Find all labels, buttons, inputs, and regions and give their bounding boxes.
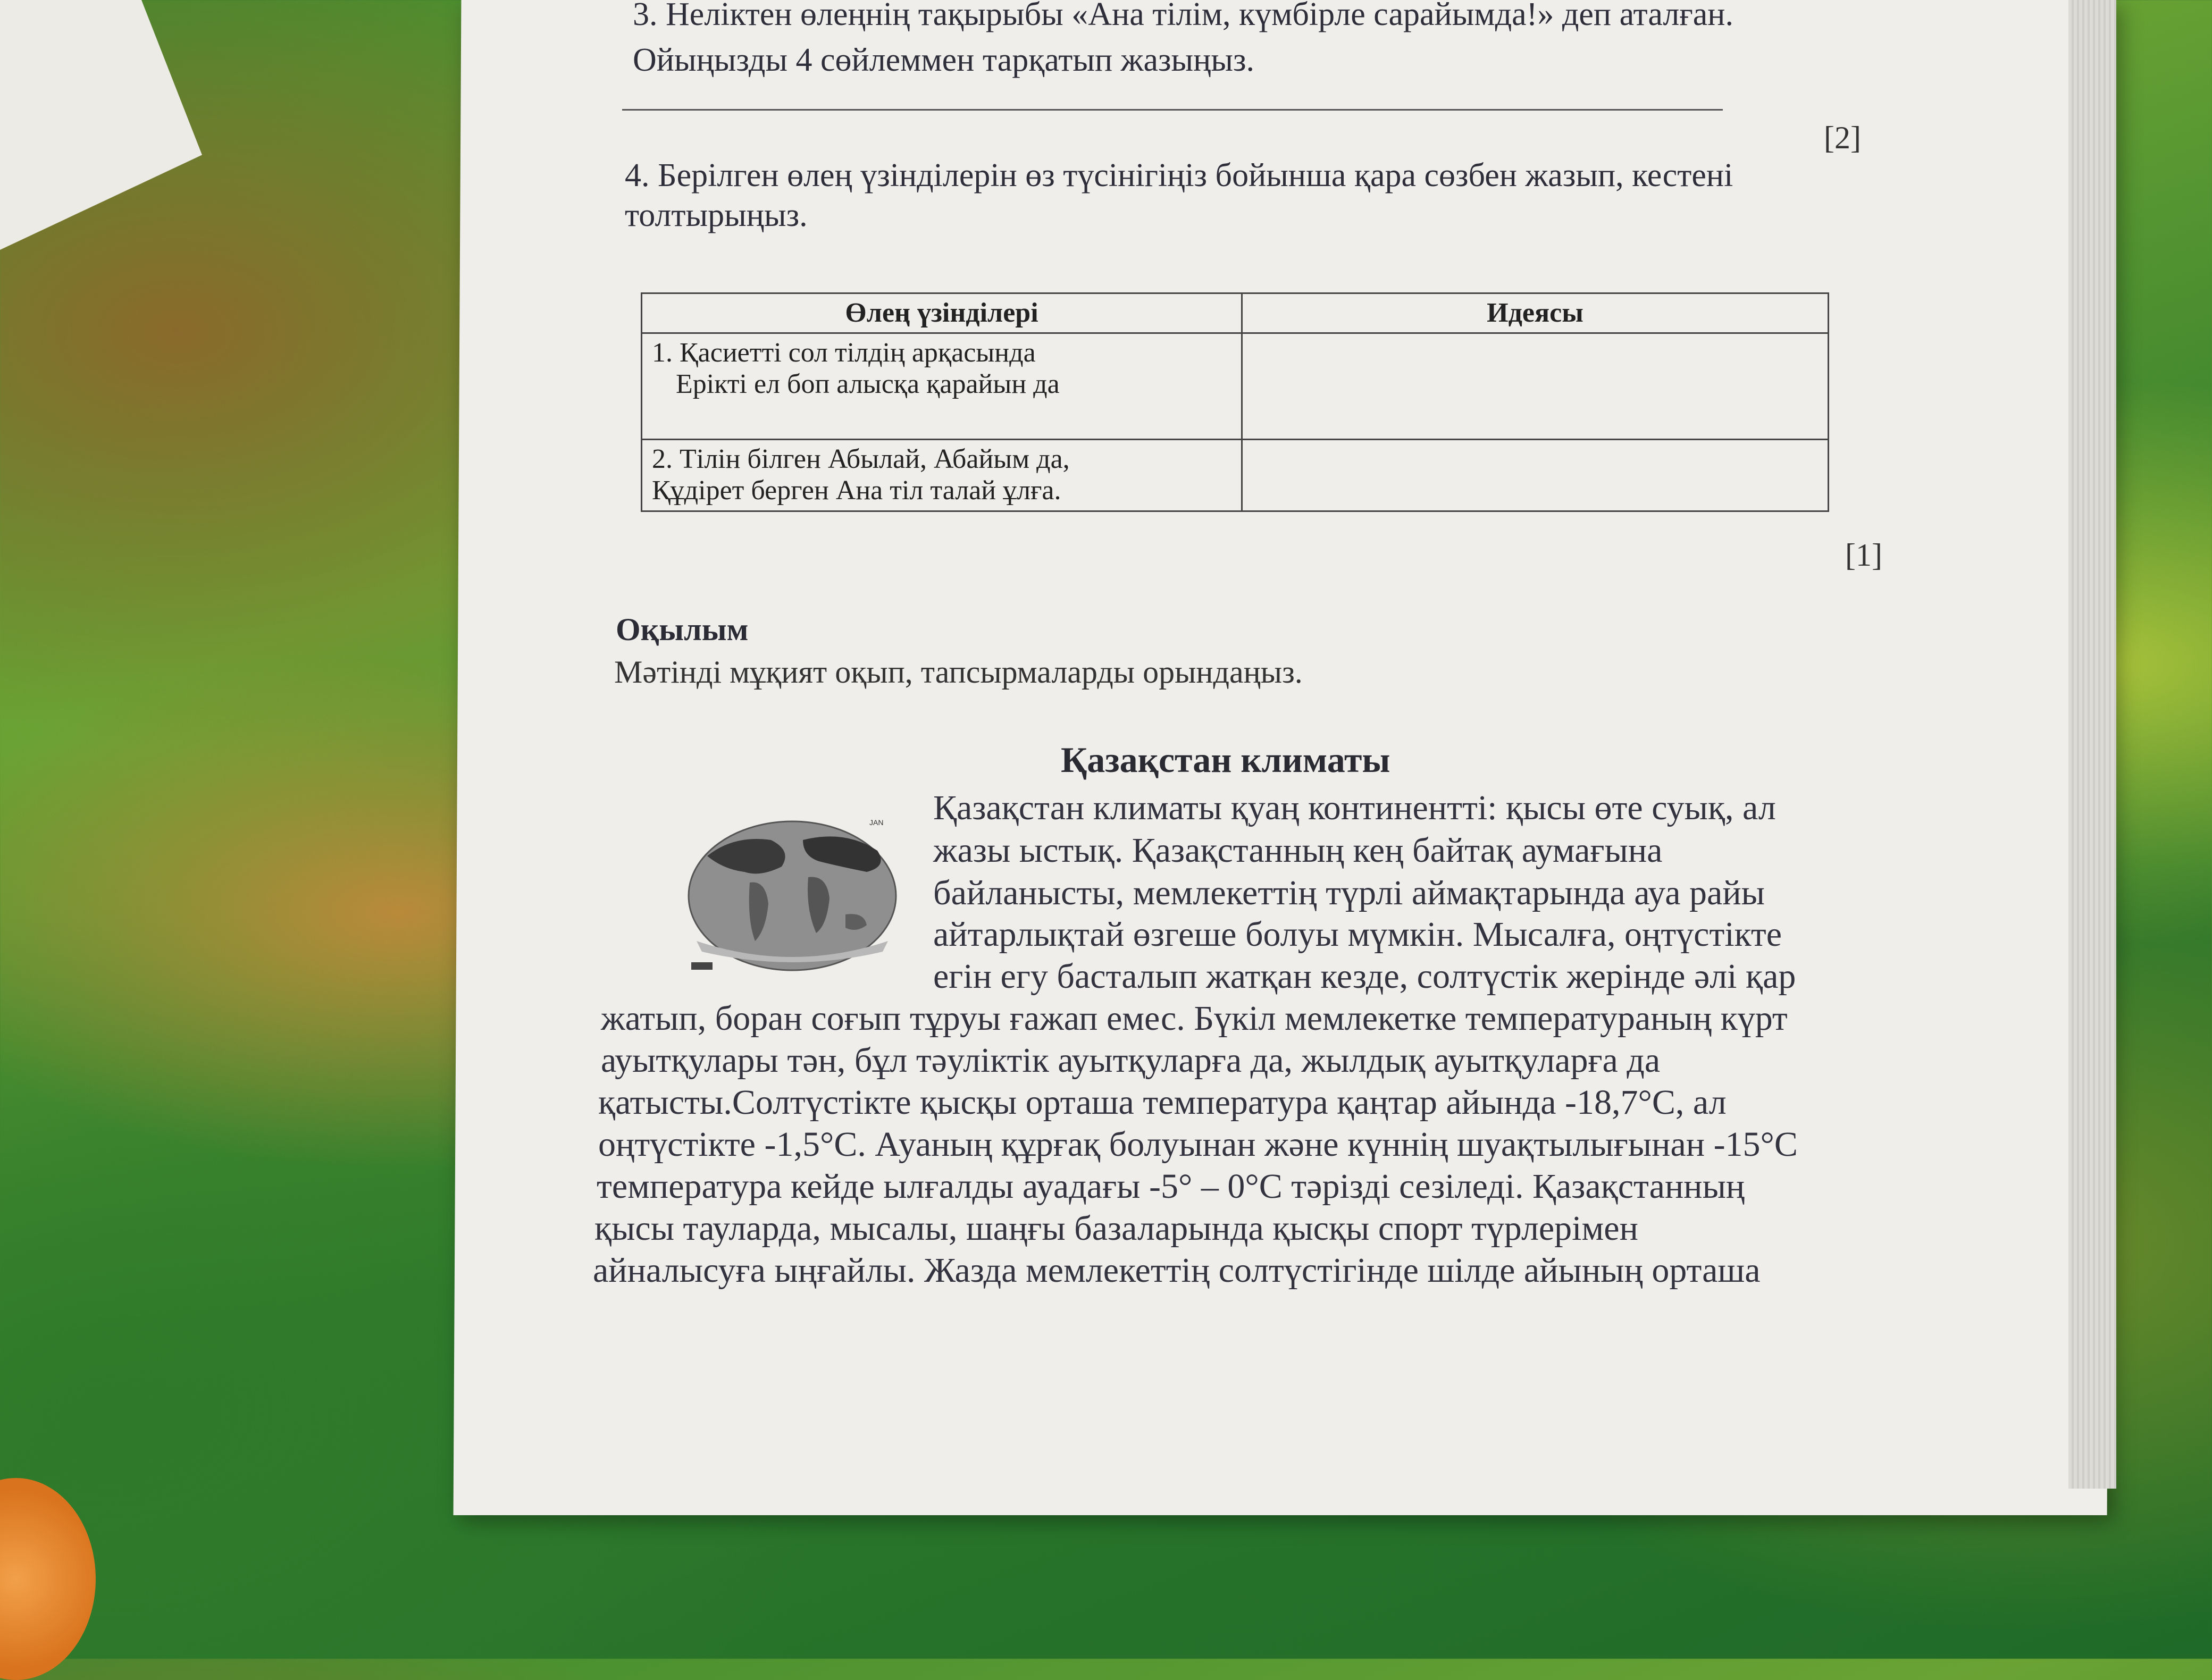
excerpt-line: Құдірет берген Ана тіл талай ұлға.: [652, 475, 1061, 506]
page-stack-edge: [2068, 0, 2116, 1489]
background-orange-object: [0, 1478, 96, 1680]
q3-line1: 3. Неліктен өлеңнің тақырыбы «Ана тілім, күмбірле сарайымда!» деп аталған.: [633, 0, 1733, 32]
article-text-line: температура кейде ылғалды ауадағы -5° – 0°С тәрізді сезіледі. Қазақстанның: [597, 1167, 1745, 1206]
header-excerpts: Өлең үзінділері: [642, 293, 1242, 333]
article-text-line: Қазақстан климаты қуаң континентті: қысы өте суық, ал: [933, 788, 1776, 827]
idea-cell[interactable]: [1242, 333, 1829, 440]
table-header-row: [642, 293, 1829, 333]
header-idea: Идеясы: [1242, 293, 1829, 333]
article-text-line: қысы тауларда, мысалы, шаңғы базаларында қысқы спорт түрлерімен: [594, 1209, 1638, 1248]
table-row: [642, 333, 1829, 440]
q3-score: [2]: [1824, 120, 1861, 155]
q4-line1: 4. Берілген өлең үзінділерін өз түсінігіңіз бойынша қара сөзбен жазып, кестені: [625, 157, 1733, 194]
reading-heading: Оқылым: [616, 612, 749, 647]
q3-line2: Ойыңызды 4 сөйлеммен тарқатып жазыңыз.: [633, 42, 1255, 78]
article-text-line: жазы ыстық. Қазақстанның кең байтақ аумағына: [933, 831, 1663, 870]
excerpt-cell: [642, 440, 1242, 511]
table-row: [642, 440, 1829, 511]
idea-cell[interactable]: [1242, 440, 1829, 511]
q4-line2: толтырыңыз.: [625, 197, 808, 233]
excerpt-cell: [642, 333, 1242, 440]
article-title: Қазақстан климаты: [1061, 740, 1390, 780]
article-text-line: айналысуға ыңғайлы. Жазда мемлекеттің солтүстігінде шілде айының орташа: [593, 1251, 1761, 1290]
article-text-line: жатып, боран соғып тұруы ғажап емес. Бүкіл мемлекетке температураның күрт: [601, 999, 1788, 1038]
article-text-line: егін егу басталып жатқан кезде, солтүстік жерінде әлі қар: [933, 957, 1796, 996]
article-text-line: ауытқулары тән, бұл тәуліктік ауытқуларға да, жылдық ауытқуларға да: [601, 1041, 1661, 1080]
excerpt-line: Ерікті ел боп алысқа қарайын да: [676, 369, 1060, 399]
article-text-line: оңтүстікте -1,5°С. Ауаның құрғақ болуынан және күннің шуақтылығынан -15°С: [598, 1125, 1798, 1164]
poem-table: [641, 292, 1829, 512]
excerpt-line: 2. Тілін білген Абылай, Абайым да,: [652, 444, 1070, 474]
map-month-label: JAN: [869, 819, 884, 827]
background-paper-corner: [0, 0, 202, 250]
article-text-line: қатысты.Солтүстікте қысқы орташа температура қаңтар айында -18,7°С, ал: [598, 1083, 1727, 1122]
article-text-line: айтарлықтай өзгеше болуы мүмкін. Мысалға, оңтүстікте: [933, 915, 1782, 954]
reading-instruction: Мәтінді мұқият оқып, тапсырмаларды орындаңыз.: [614, 654, 1303, 690]
article-text-line: байланысты, мемлекеттің түрлі аймақтарында ауа райы: [933, 873, 1765, 912]
q4-score: [1]: [1845, 537, 1882, 573]
world-climate-map: [686, 819, 909, 973]
answer-line[interactable]: [622, 109, 1723, 111]
excerpt-line: 1. Қасиетті сол тілдің арқасында: [652, 338, 1036, 368]
